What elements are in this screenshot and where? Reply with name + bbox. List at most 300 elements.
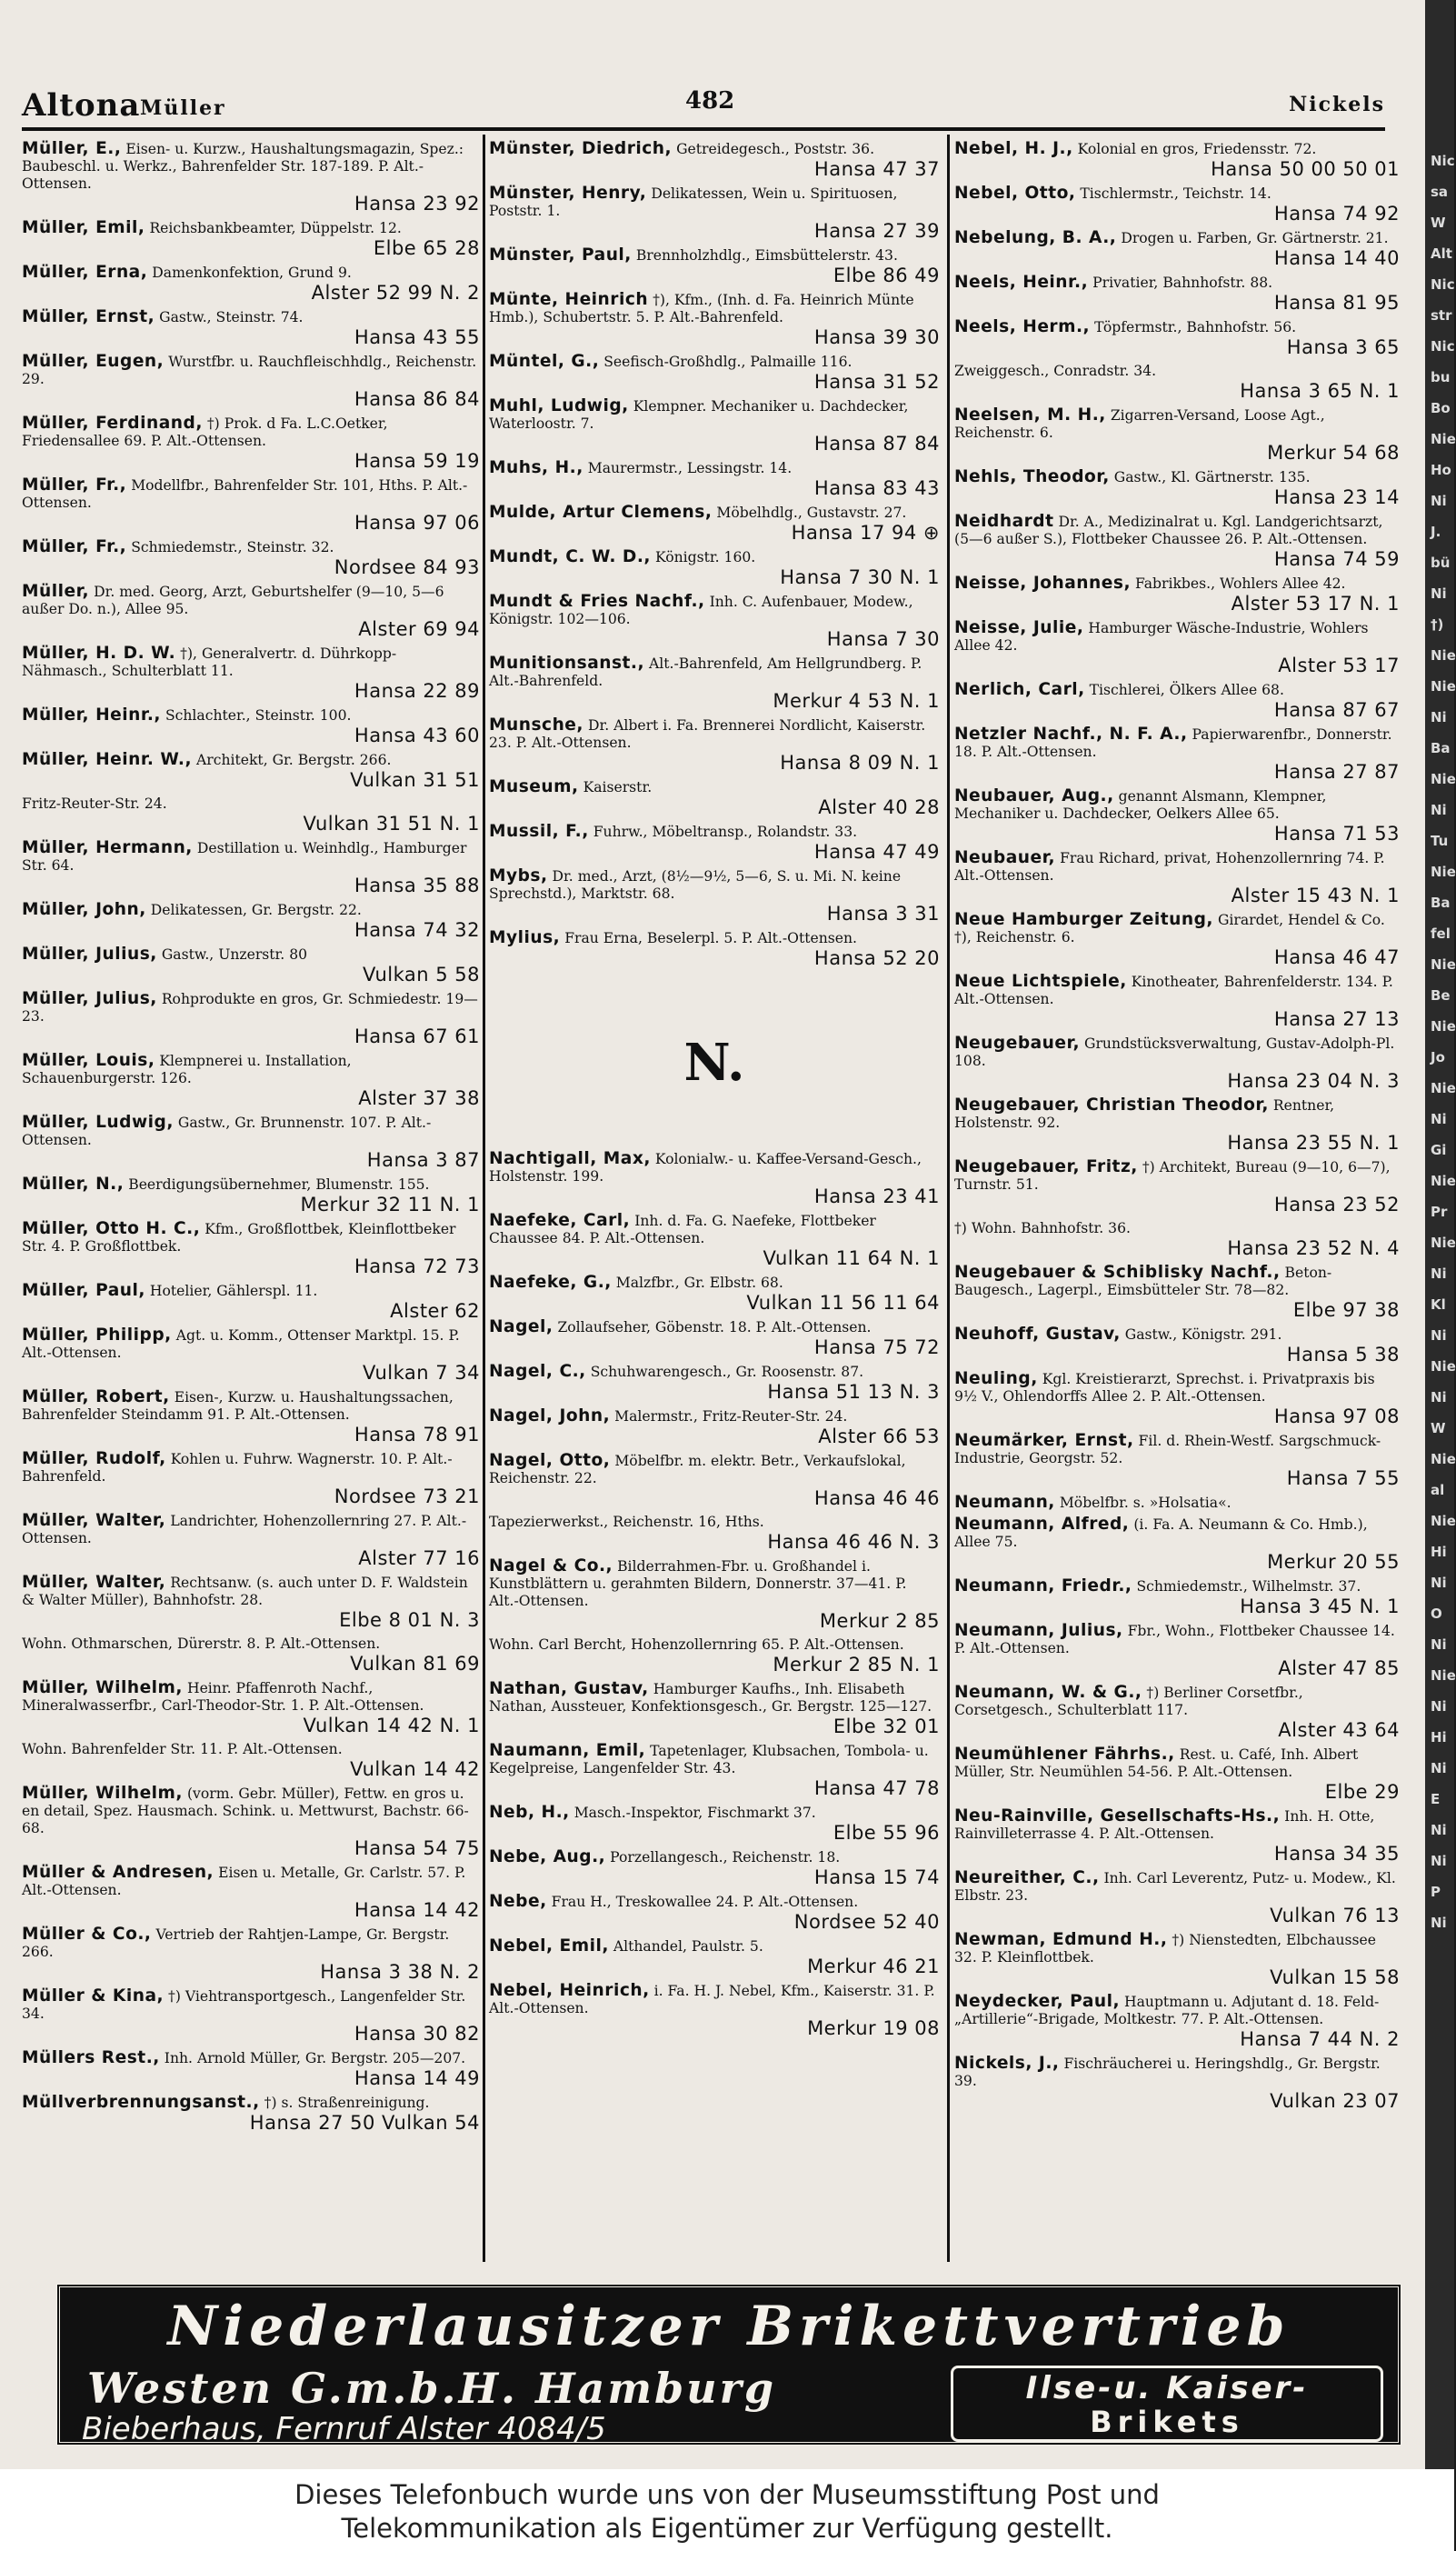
directory-entry xyxy=(22,2094,480,2135)
entry-details: †), Kfm., (Inh. d. Fa. Heinrich Münte Hmb.), Schubertstr. 5. P. Alt.-Bahrenfeld. xyxy=(489,292,914,325)
directory-entry xyxy=(22,583,480,641)
entry-phone: Hansa 50 00 50 01 xyxy=(1211,158,1400,180)
entry-details: Hotelier, Gählerspl. 11. xyxy=(149,1283,318,1299)
entry-details: Beton- Baugesch., Lagerpl., Eimsbütteler Str. 78—82. xyxy=(954,1265,1332,1298)
entry-name: Neelsen, M. H., xyxy=(954,405,1106,425)
entry-details: Brennholzhdlg., Eimsbüttelerstr. 43. xyxy=(635,247,898,264)
entry-details: Schuhwarengesch., Gr. Roosenstr. 87. xyxy=(590,1364,864,1380)
entry-name: Neumann, Julius, xyxy=(954,1621,1123,1640)
entry-body xyxy=(22,706,480,725)
directory-entry xyxy=(22,1388,480,1446)
entry-body xyxy=(22,1282,480,1300)
entry-name: Nebe, xyxy=(489,1892,547,1911)
directory-entry xyxy=(22,219,480,260)
entry-name: Neels, Herm., xyxy=(954,317,1091,336)
entry-phone: Hansa 7 30 xyxy=(826,628,940,650)
directory-entry xyxy=(489,353,940,394)
entry-name: Müller & Kina, xyxy=(22,1986,165,2006)
entry-details: Kolonialw.- u. Kaffee-Versand-Gesch., Holstenstr. 199. xyxy=(489,1151,922,1185)
entry-details: Rest. u. Café, Inh. Albert Müller, Str. Neumühlen 54-56. P. Alt.-Ottensen. xyxy=(954,1746,1359,1780)
header-rule xyxy=(22,127,1385,131)
entry-name: Nagel, xyxy=(489,1317,553,1336)
entry-name: Müllers Rest., xyxy=(22,2048,160,2067)
entry-phone: Hansa 35 88 xyxy=(354,875,480,896)
entry-body xyxy=(22,415,480,450)
entry-phone: Alster 53 17 N. 1 xyxy=(1231,593,1400,615)
directory-entry xyxy=(489,778,940,819)
entry-body xyxy=(22,945,480,964)
directory-entry xyxy=(954,1746,1400,1804)
directory-entry xyxy=(954,1370,1400,1428)
entry-name: Netzler Nachf., N. F. A., xyxy=(954,725,1188,744)
entry-details: Kfm., Großflottbek, Kleinflottbeker Str. 4. P. Großflottbek. xyxy=(22,1221,456,1255)
entry-name: Neu-Rainville, Gesellschafts-Hs., xyxy=(954,1806,1281,1826)
entry-name: Müller, Wilhelm, xyxy=(22,1784,183,1803)
entry-details: Maurermstr., Lessingstr. 14. xyxy=(587,460,793,476)
entry-details: Frau Erna, Beselerpl. 5. P. Alt.-Ottensen. xyxy=(564,930,857,946)
entry-phone: Hansa 87 84 xyxy=(813,433,940,455)
entry-name: Müller & Andresen, xyxy=(22,1863,214,1882)
entry-body xyxy=(22,1864,480,1899)
ad-brand-line1: Ilse-u. Kaiser- xyxy=(1025,2370,1309,2406)
directory-entry xyxy=(22,538,480,579)
entry-name: Neubauer, Aug., xyxy=(954,786,1114,805)
entry-details: Fabrikbes., Wohlers Allee 42. xyxy=(1135,575,1346,592)
directory-entry xyxy=(954,1432,1400,1490)
entry-phone: Elbe 65 28 xyxy=(373,237,480,259)
entry-body xyxy=(489,593,940,628)
entry-name: Müller, Emil, xyxy=(22,218,145,237)
directory-entry xyxy=(22,1741,480,1781)
entry-body xyxy=(489,1318,940,1336)
entry-details: Inh. Arnold Müller, Gr. Bergstr. 205—207. xyxy=(164,2050,466,2066)
entry-phone: Vulkan 81 69 xyxy=(350,1653,480,1675)
entry-body xyxy=(489,867,940,903)
entry-body xyxy=(22,839,480,875)
entry-name: Neumann, Alfred, xyxy=(954,1515,1130,1534)
directory-entry xyxy=(22,706,480,747)
entry-phone: Hansa 23 55 N. 1 xyxy=(1227,1132,1400,1154)
entry-body xyxy=(22,1326,480,1362)
entry-phone: Hansa 3 31 xyxy=(826,903,940,925)
entry-name: Müller, Wilhelm, xyxy=(22,1678,183,1697)
entry-body xyxy=(489,1804,940,1822)
ad-company-name: Niederlausitzer Brikettvertrieb xyxy=(167,2295,1291,2358)
entry-details: Alt.-Bahrenfeld, Am Hellgrundberg. P. Alt.-Bahrenfeld. xyxy=(489,655,922,689)
entry-phone: Hansa 23 52 N. 4 xyxy=(1227,1237,1400,1259)
entry-body xyxy=(954,185,1400,203)
directory-entry xyxy=(954,1264,1400,1322)
entry-details: Fil. d. Rhein-Westf. Sargschmuck-Industrie, Georgstr. 52. xyxy=(954,1433,1381,1466)
entry-body xyxy=(489,504,940,522)
entry-details: Hauptmann u. Adjutant d. 18. Feld-„Artillerie“-Brigade, Moltkestr. 77. P. Alt.-Ottensen. xyxy=(954,1994,1380,2027)
entry-body xyxy=(954,787,1400,823)
directory-entry xyxy=(954,2055,1400,2113)
directory-entry xyxy=(489,1680,940,1738)
directory-entry xyxy=(22,1574,480,1632)
entry-phone: Hansa 23 92 xyxy=(354,193,480,215)
directory-entry xyxy=(954,229,1400,270)
entry-body xyxy=(489,548,940,566)
entry-phone: Hansa 3 87 xyxy=(366,1149,480,1171)
directory-entry xyxy=(489,1274,940,1315)
entry-details: Architekt, Gr. Bergstr. 266. xyxy=(196,752,392,768)
entry-phone: Merkur 2 85 N. 1 xyxy=(773,1654,940,1676)
entry-phone: Hansa 43 55 xyxy=(354,326,480,348)
entry-details: (i. Fa. A. Neumann & Co. Hmb.), Allee 75. xyxy=(954,1516,1368,1550)
entry-body xyxy=(489,1150,940,1185)
entry-name: Müller, Fr., xyxy=(22,475,127,495)
entry-phone: Hansa 5 38 xyxy=(1286,1344,1400,1366)
directory-entry xyxy=(954,318,1400,359)
entry-phone: Hansa 3 45 N. 1 xyxy=(1240,1596,1400,1617)
directory-entry xyxy=(22,645,480,703)
directory-entry xyxy=(22,839,480,897)
directory-entry xyxy=(954,185,1400,225)
entry-name: Muhl, Ludwig, xyxy=(489,396,629,415)
entry-details: Kohlen u. Fuhrw. Wagnerstr. 10. P. Alt.-Bahrenfeld. xyxy=(22,1451,453,1485)
entry-name: Neumärker, Ernst, xyxy=(954,1431,1134,1450)
entry-details: Zigarren-Versand, Loose Agt., Reichenstr. 6. xyxy=(954,407,1325,441)
directory-entry xyxy=(954,363,1400,403)
entry-details: Porzellangesch., Reichenstr. 18. xyxy=(610,1849,841,1866)
entry-details: Gastw., Steinstr. 74. xyxy=(159,309,304,325)
directory-entry xyxy=(489,397,940,455)
entry-name: Münster, Diedrich, xyxy=(489,139,673,158)
entry-body xyxy=(22,1926,480,1961)
entry-details: Rechtsanw. (s. auch unter D. F. Waldstein & Walter Müller), Bahnhofstr. 28. xyxy=(22,1575,468,1608)
directory-entry xyxy=(22,1785,480,1860)
directory-entry xyxy=(489,1318,940,1359)
entry-phone: Alster 43 64 xyxy=(1278,1719,1400,1741)
directory-entry xyxy=(954,1158,1400,1216)
column-2 xyxy=(489,140,940,2258)
directory-entry xyxy=(22,945,480,986)
entry-body xyxy=(489,1557,940,1610)
entry-details: Landrichter, Hohenzollernring 27. P. Alt.-Ottensen. xyxy=(22,1513,467,1546)
entry-body xyxy=(954,1746,1400,1781)
directory-entry xyxy=(954,1622,1400,1680)
entry-phone: Elbe 86 49 xyxy=(833,265,940,286)
entry-phone: Hansa 59 19 xyxy=(354,450,480,472)
entry-phone: Hansa 23 04 N. 3 xyxy=(1227,1070,1400,1092)
entry-name: Müller, Heinr. W., xyxy=(22,750,193,769)
entry-body xyxy=(489,823,940,841)
directory-entry xyxy=(489,1150,940,1208)
entry-phone: Hansa 7 30 N. 1 xyxy=(780,566,940,588)
directory-entry xyxy=(954,1494,1400,1512)
directory-entry xyxy=(489,548,940,589)
header-first-name: Müller xyxy=(140,96,226,120)
entry-details: Vertrieb der Rahtjen-Lampe, Gr. Bergstr. 266. xyxy=(22,1926,450,1960)
entry-phone: Alster 37 38 xyxy=(358,1087,480,1109)
adjacent-page-fragment: Nic sa W Alt Nic str Nic bu Bo Nie Ho Ni J. bü Ni †) Nie Nie Ni Ba Nie Ni Tu Nie Ba fel Nie Be Nie Jo Nie Ni Gi Nie Pr Nie Ni Kl Ni Nie Ni W Nie al Nie Hi Ni O Ni Nie Ni Hi Ni E Ni Ni P Ni xyxy=(1431,153,1456,1931)
directory-entry xyxy=(954,1869,1400,1927)
entry-name: Münster, Henry, xyxy=(489,184,647,203)
entry-name: Müllverbrennungsanst., xyxy=(22,2093,260,2112)
entry-body xyxy=(954,229,1400,247)
ad-brand-line2: Brikets xyxy=(1090,2405,1244,2439)
entry-body xyxy=(22,645,480,680)
entry-body xyxy=(489,1407,940,1426)
entry-name: Mussil, F., xyxy=(489,822,589,841)
entry-details: Inh. Carl Leverentz, Putz- u. Modew., Kl. Elbstr. 23. xyxy=(954,1870,1396,1904)
entry-phone: Hansa 27 50 Vulkan 54 xyxy=(249,2112,480,2134)
entry-name: Müller, Paul, xyxy=(22,1281,145,1300)
entry-details: Modellfbr., Bahrenfelder Str. 101, Hths. P. Alt.-Ottensen. xyxy=(22,477,468,511)
entry-name: Nagel, Otto, xyxy=(489,1451,611,1470)
directory-entry xyxy=(22,415,480,473)
entry-name: Mylius, xyxy=(489,928,561,947)
directory-entry xyxy=(22,264,480,305)
entry-details: Inh. d. Fa. G. Naefeke, Flottbeker Chaussee 84. P. Alt.-Ottensen. xyxy=(489,1213,876,1246)
directory-entry xyxy=(489,929,940,970)
entry-body xyxy=(22,1987,480,2023)
entry-body xyxy=(489,778,940,796)
entry-name: Nagel, C., xyxy=(489,1362,586,1381)
entry-details: Kinotheater, Bahrenfelderstr. 134. P. Alt.-Ottensen. xyxy=(954,974,1393,1007)
entry-body xyxy=(954,1158,1400,1194)
entry-details: Gastw., Unzerstr. 80 xyxy=(161,946,308,963)
entry-details: Masch.-Inspektor, Fischmarkt 37. xyxy=(573,1805,816,1821)
entry-phone: Hansa 14 49 xyxy=(354,2067,480,2089)
entry-phone: Nordsee 73 21 xyxy=(334,1486,480,1507)
entry-body xyxy=(22,1220,480,1255)
entry-phone: Elbe 97 38 xyxy=(1292,1299,1400,1321)
entry-name: Neisse, Johannes, xyxy=(954,574,1132,593)
entry-details: Bilderrahmen-Fbr. u. Großhandel i. Kunstblättern u. gerahmten Bildern, Donnerstr. 37—41. P. Alt.-Ottensen. xyxy=(489,1558,907,1609)
entry-body xyxy=(954,318,1400,336)
directory-entry xyxy=(489,1407,940,1448)
entry-body xyxy=(489,1636,940,1654)
entry-name: Nickels, J., xyxy=(954,2054,1060,2073)
entry-body xyxy=(22,1574,480,1609)
entry-name: Nehls, Theodor, xyxy=(954,467,1110,486)
entry-details: †), Generalvertr. d. Dührkopp-Nähmasch., Schulterblatt 11. xyxy=(22,645,397,679)
entry-body xyxy=(22,795,480,813)
entry-details: Fischräucherei u. Heringshdlg., Gr. Bergstr. 39. xyxy=(954,2056,1381,2089)
entry-details: Fritz-Reuter-Str. 24. xyxy=(22,795,167,812)
directory-entry xyxy=(954,1035,1400,1093)
directory-entry xyxy=(954,274,1400,315)
entry-phone: Hansa 54 75 xyxy=(354,1837,480,1859)
entry-phone: Hansa 23 41 xyxy=(813,1185,940,1207)
ad-brand-box xyxy=(951,2366,1383,2442)
directory-entry xyxy=(22,751,480,792)
directory-entry xyxy=(22,2049,480,2090)
entry-phone: Vulkan 14 42 N. 1 xyxy=(303,1715,480,1736)
entry-details: Dr. A., Medizinalrat u. Kgl. Landgerichtsarzt, (5—6 außer S.), Flottbeker Chaussee 26. P. Alt.-Ottensen. xyxy=(954,514,1383,547)
entry-phone: Hansa 39 30 xyxy=(813,326,940,348)
entry-body xyxy=(954,468,1400,486)
entry-name: Neugebauer, xyxy=(954,1034,1081,1053)
directory-entry xyxy=(954,1516,1400,1574)
entry-phone: Hansa 97 08 xyxy=(1273,1406,1400,1427)
entry-body xyxy=(22,2049,480,2067)
entry-body xyxy=(22,751,480,769)
entry-details: Kolonial en gros, Friedensstr. 72. xyxy=(1077,141,1317,157)
directory-entry xyxy=(22,1926,480,1984)
entry-details: i. Fa. H. J. Nebel, Kfm., Kaiserstr. 31. P. Alt.-Ottensen. xyxy=(489,1983,935,2016)
entry-details: Papierwarenfbr., Donnerstr. 18. P. Alt.-Ottensen. xyxy=(954,726,1392,760)
entry-phone: Alster 53 17 xyxy=(1278,655,1400,676)
entry-body xyxy=(489,185,940,220)
directory-entry xyxy=(22,308,480,349)
entry-phone: Hansa 14 40 xyxy=(1273,247,1400,269)
entry-name: Müller, Walter, xyxy=(22,1511,166,1530)
directory-entry xyxy=(22,353,480,411)
page-header xyxy=(22,87,1385,127)
entry-details: Fuhrw., Möbeltransp., Rolandstr. 33. xyxy=(593,824,858,840)
entry-body xyxy=(954,575,1400,593)
entry-details: Eisen-, Kurzw. u. Haushaltungssachen, Bahrenfelder Steindamm 91. P. Alt.-Ottensen. xyxy=(22,1389,454,1423)
entry-body xyxy=(22,476,480,512)
entry-body xyxy=(489,353,940,371)
entry-phone: Vulkan 23 07 xyxy=(1270,2090,1400,2112)
entry-name: Müller, Ferdinand, xyxy=(22,414,203,433)
entry-body xyxy=(954,1516,1400,1551)
directory-entry xyxy=(954,468,1400,509)
directory-entry xyxy=(22,795,480,835)
entry-body xyxy=(954,1370,1400,1406)
directory-entry xyxy=(22,1987,480,2046)
entry-body xyxy=(954,849,1400,885)
entry-name: Nebelung, B. A., xyxy=(954,228,1117,247)
entry-details: Tapezierwerkst., Reichenstr. 16, Hths. xyxy=(489,1514,764,1530)
entry-body xyxy=(954,274,1400,292)
entry-body xyxy=(22,1114,480,1149)
entry-body xyxy=(954,1494,1400,1512)
entry-phone: Merkur 20 55 xyxy=(1267,1551,1400,1573)
entry-name: Müller, Erna, xyxy=(22,263,148,282)
entry-phone: Hansa 34 35 xyxy=(1273,1843,1400,1865)
directory-entry xyxy=(954,140,1400,181)
entry-phone: Elbe 32 01 xyxy=(833,1716,940,1737)
entry-name: Müller, Fr., xyxy=(22,537,127,556)
entry-body xyxy=(489,1742,940,1777)
entry-body xyxy=(954,973,1400,1008)
directory-entry xyxy=(489,291,940,349)
directory-entry xyxy=(954,911,1400,969)
entry-phone: Hansa 71 53 xyxy=(1273,823,1400,845)
entry-phone: Hansa 46 47 xyxy=(1273,946,1400,968)
entry-details: Rentner, Holstenstr. 92. xyxy=(954,1097,1335,1131)
entry-name: Müller, Philipp, xyxy=(22,1326,172,1345)
entry-name: Neumühlener Fährhs., xyxy=(954,1745,1175,1764)
directory-entry xyxy=(489,1848,940,1889)
entry-details: Privatier, Bahnhofstr. 88. xyxy=(1092,275,1273,291)
entry-body xyxy=(22,140,480,193)
archive-footer xyxy=(0,2469,1454,2551)
entry-body xyxy=(489,246,940,265)
entry-phone: Vulkan 5 58 xyxy=(363,964,480,985)
entry-body xyxy=(489,1274,940,1292)
entry-body xyxy=(954,1622,1400,1657)
entry-details: Möbelhdlg., Gustavstr. 27. xyxy=(716,505,907,521)
entry-details: Schmiedemstr., Wilhelmstr. 37. xyxy=(1136,1578,1361,1595)
entry-details: Delikatessen, Wein u. Spirituosen, Poststr. 1. xyxy=(489,185,898,219)
entry-phone: Hansa 27 13 xyxy=(1273,1008,1400,1030)
entry-body xyxy=(489,140,940,158)
entry-phone: Hansa 74 59 xyxy=(1273,548,1400,570)
directory-entry xyxy=(954,406,1400,465)
entry-phone: Alster 77 16 xyxy=(358,1547,480,1569)
entry-body xyxy=(22,219,480,237)
directory-entry xyxy=(22,1052,480,1110)
entry-phone: Elbe 8 01 N. 3 xyxy=(339,1609,480,1631)
entry-details: Tischlermstr., Teichstr. 14. xyxy=(1080,185,1272,202)
entry-body xyxy=(954,619,1400,655)
directory-entry xyxy=(489,823,940,864)
entry-phone: Vulkan 7 34 xyxy=(363,1362,480,1384)
entry-phone: Alster 15 43 N. 1 xyxy=(1231,885,1400,906)
column-divider xyxy=(483,135,485,2262)
entry-name: Münster, Paul, xyxy=(489,245,632,265)
entry-phone: Hansa 27 87 xyxy=(1273,761,1400,783)
entry-phone: Merkur 2 85 xyxy=(819,1610,940,1632)
entry-details: Delikatessen, Gr. Bergstr. 22. xyxy=(150,902,362,918)
entry-details: Schlachter., Steinstr. 100. xyxy=(165,707,352,724)
directory-entry xyxy=(954,787,1400,845)
entry-phone: Hansa 8 09 N. 1 xyxy=(780,752,940,774)
entry-phone: Hansa 23 14 xyxy=(1273,486,1400,508)
entry-body xyxy=(954,363,1400,380)
entry-name: Nebel, Otto, xyxy=(954,184,1076,203)
entry-body xyxy=(489,655,940,690)
entry-name: Museum, xyxy=(489,777,579,796)
entry-name: Müller, Robert, xyxy=(22,1387,170,1406)
entry-details: Reichsbankbeamter, Düppelstr. 12. xyxy=(149,220,402,236)
entry-name: Neidhardt xyxy=(954,512,1054,531)
entry-name: Neydecker, Paul, xyxy=(954,1992,1121,2011)
entry-details: †) Viehtransportgesch., Langenfelder Str. 34. xyxy=(22,1988,466,2022)
directory-entry xyxy=(489,716,940,775)
directory-entry xyxy=(954,1220,1400,1260)
entry-details: †) Prok. d Fa. L.C.Oetker, Friedensallee 69. P. Alt.-Ottensen. xyxy=(22,415,388,449)
entry-details: Agt. u. Komm., Ottenser Marktpl. 15. P. Alt.-Ottensen. xyxy=(22,1327,460,1361)
entry-name: Newman, Edmund H., xyxy=(954,1930,1168,1949)
entry-phone: Hansa 83 43 xyxy=(813,477,940,499)
entry-body xyxy=(954,1993,1400,2028)
entry-phone: Merkur 46 21 xyxy=(807,1956,940,1977)
entry-name: Neisse, Julie, xyxy=(954,618,1084,637)
entry-details: Getreidegesch., Poststr. 36. xyxy=(676,141,875,157)
entry-phone: Hansa 81 95 xyxy=(1273,292,1400,314)
entry-name: Nebe, Aug., xyxy=(489,1847,606,1866)
entry-details: Hamburger Wäsche-Industrie, Wohlers Allee 42. xyxy=(954,620,1369,654)
directory-entry xyxy=(489,655,940,713)
entry-phone: Alster 47 85 xyxy=(1278,1657,1400,1679)
entry-phone: Hansa 3 65 N. 1 xyxy=(1240,380,1400,402)
directory-entry xyxy=(489,1212,940,1270)
entry-name: Müller, Ludwig, xyxy=(22,1113,174,1132)
entry-body xyxy=(22,1512,480,1547)
entry-name: Naefeke, G., xyxy=(489,1273,612,1292)
directory-entry xyxy=(954,1807,1400,1866)
entry-details: Malermstr., Fritz-Reuter-Str. 24. xyxy=(614,1408,848,1425)
directory-entry xyxy=(489,1893,940,1934)
directory-entry xyxy=(489,1982,940,2040)
directory-entry xyxy=(22,990,480,1048)
entry-name: Neuhoff, Gustav, xyxy=(954,1325,1121,1344)
entry-body xyxy=(22,990,480,1025)
entry-details: Althandel, Paulstr. 5. xyxy=(613,1938,763,1955)
directory-entry xyxy=(22,1864,480,1922)
entry-phone: Hansa 43 60 xyxy=(354,725,480,746)
directory-entry xyxy=(954,849,1400,907)
directory-entry xyxy=(954,973,1400,1031)
entry-name: Müller, Heinr., xyxy=(22,705,161,725)
